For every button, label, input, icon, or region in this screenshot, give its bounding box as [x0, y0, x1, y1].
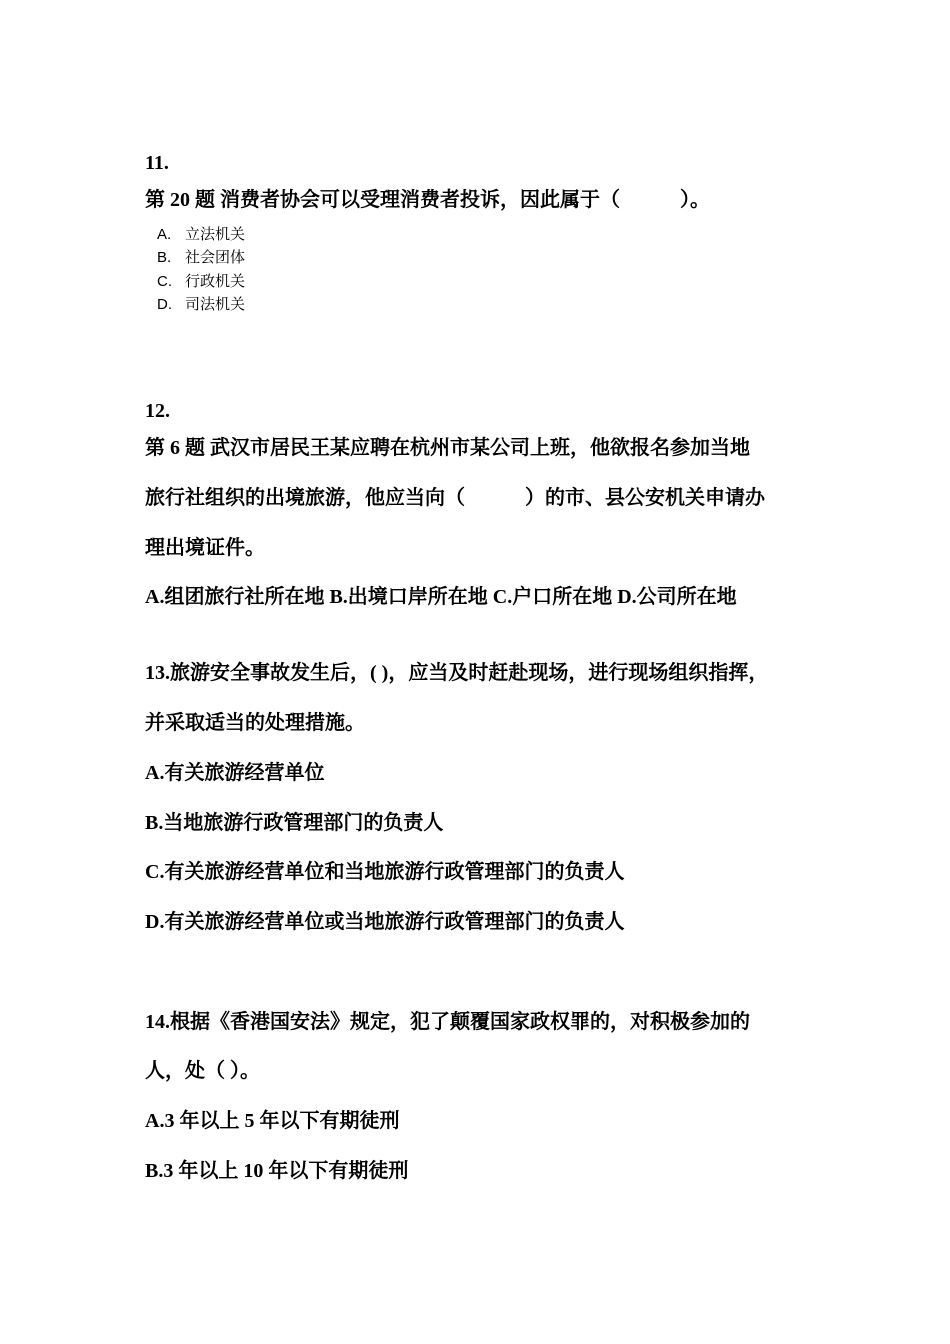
question-12-stem-line-2: 旅行社组织的出境旅游，他应当向（ ）的市、县公安机关申请办	[145, 487, 765, 509]
question-11-option-b	[157, 249, 245, 267]
option-letter: C.	[157, 273, 172, 290]
question-11-option-c	[157, 273, 245, 291]
question-14-stem-line-1: 14.根据《香港国安法》规定，犯了颠覆国家政权罪的，对积极参加的	[145, 1011, 750, 1033]
option-text: 立法机关	[185, 227, 246, 243]
option-text: 行政机关	[185, 274, 246, 290]
question-13-option-d: D.有关旅游经营单位或当地旅游行政管理部门的负责人	[145, 911, 625, 933]
option-text: 司法机关	[185, 297, 246, 313]
question-14-stem-line-2: 人，处（ ）。	[145, 1060, 260, 1082]
question-13-stem-line-2: 并采取适当的处理措施。	[145, 712, 365, 734]
question-14-option-b: B.3 年以上 10 年以下有期徒刑	[145, 1160, 409, 1182]
option-letter: D.	[157, 296, 172, 313]
question-14-option-a: A.3 年以上 5 年以下有期徒刑	[145, 1110, 400, 1132]
question-13-option-c: C.有关旅游经营单位和当地旅游行政管理部门的负责人	[145, 861, 625, 883]
question-12-stem-line-1: 第 6 题 武汉市居民王某应聘在杭州市某公司上班，他欲报名参加当地	[145, 437, 750, 459]
question-11-option-a	[157, 226, 245, 244]
question-12-stem-line-3: 理出境证件。	[145, 537, 265, 559]
question-11-number: 11.	[145, 152, 169, 174]
option-letter: A.	[157, 226, 172, 243]
question-12-options: A.组团旅行社所在地 B.出境口岸所在地 C.户口所在地 D.公司所在地	[145, 586, 737, 608]
question-13-stem-line-1: 13.旅游安全事故发生后，( )，应当及时赶赴现场，进行现场组织指挥，	[145, 662, 769, 684]
question-12-number: 12.	[145, 400, 170, 422]
question-13-option-a: A.有关旅游经营单位	[145, 762, 325, 784]
option-text: 社会团体	[185, 250, 246, 266]
option-letter: B.	[157, 249, 172, 266]
question-11-option-d	[157, 296, 245, 314]
question-11-stem: 第 20 题 消费者协会可以受理消费者投诉，因此属于（ ）。	[145, 189, 710, 211]
question-13-option-b: B.当地旅游行政管理部门的负责人	[145, 812, 444, 834]
